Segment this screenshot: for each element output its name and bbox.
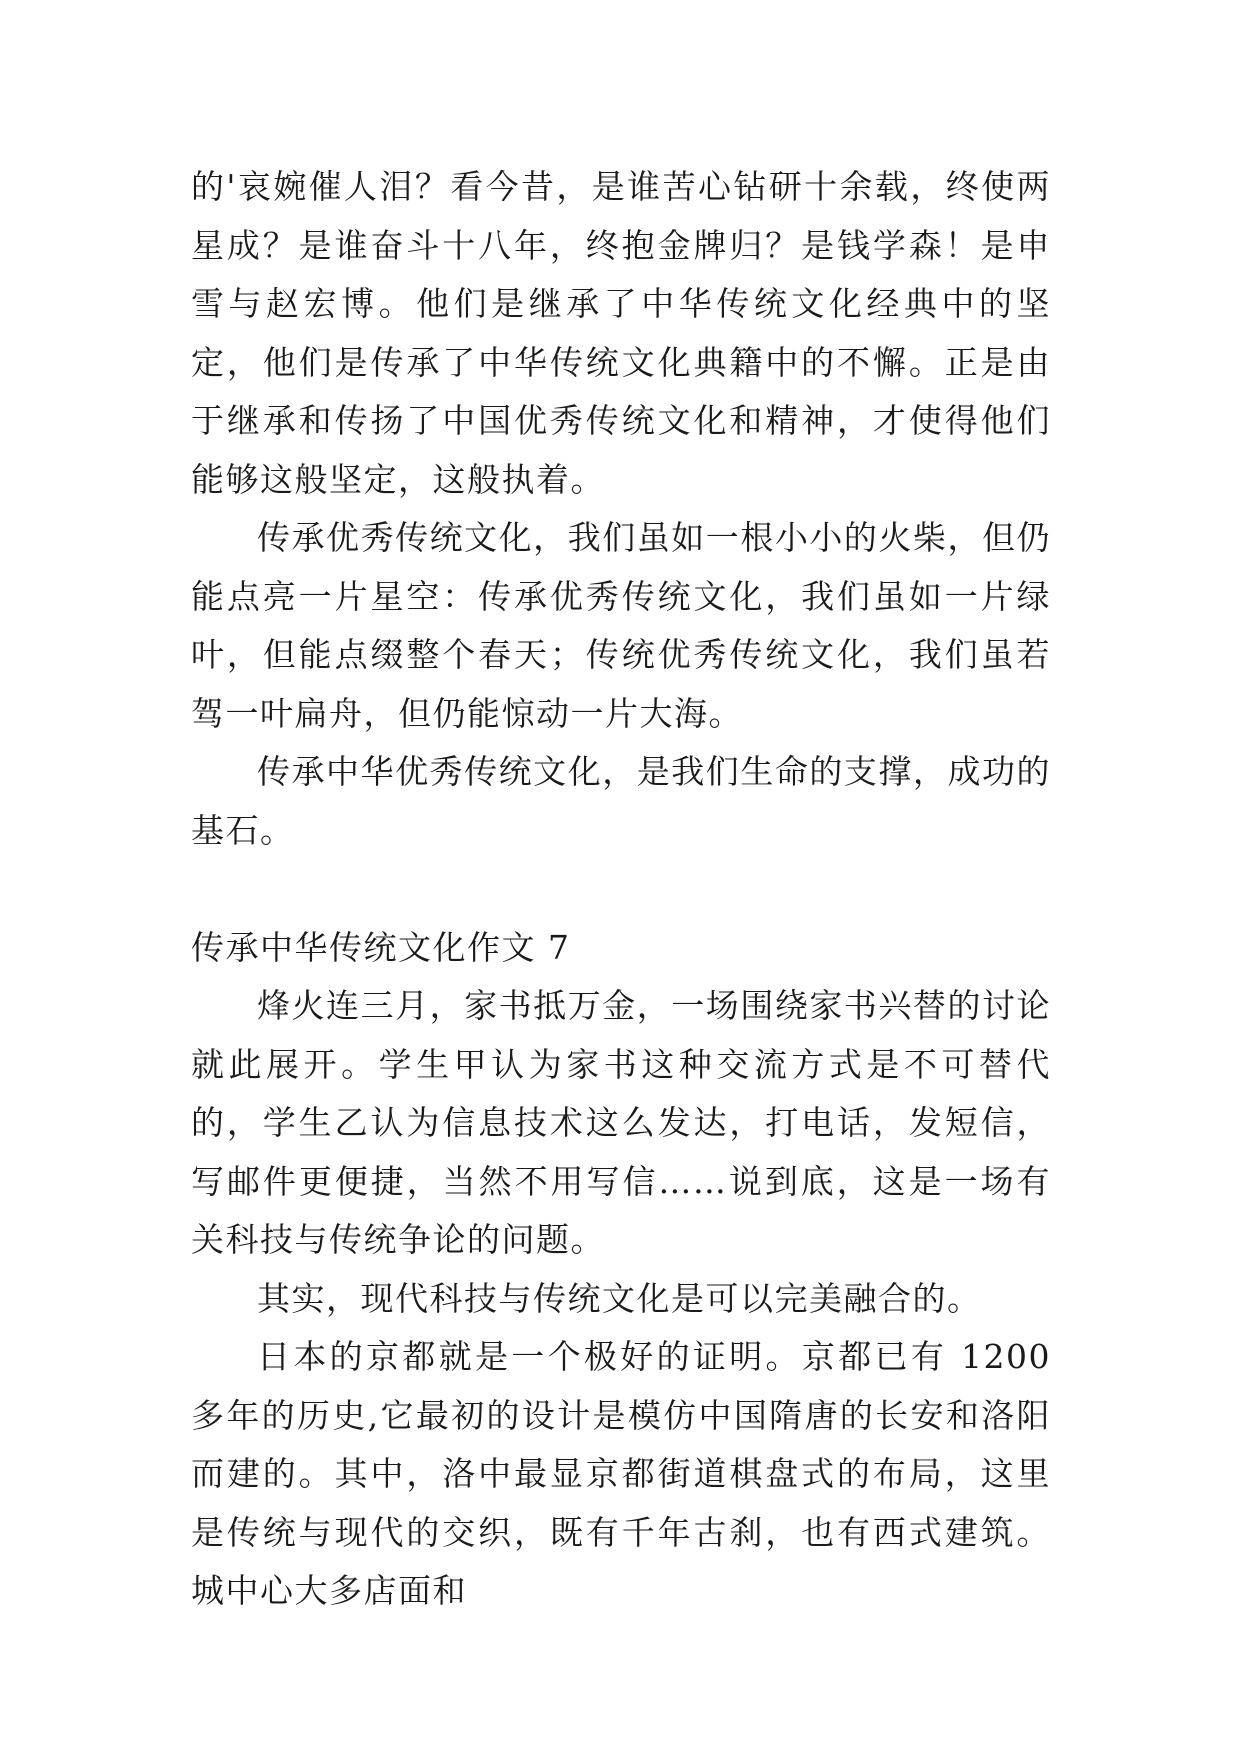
section-spacer [191, 860, 1051, 919]
document-body [191, 158, 1051, 1621]
paragraph-family-letters: 烽火连三月，家书抵万金，一场围绕家书兴替的讨论就此展开。学生甲认为家书这种交流方式是不可替代的，学生乙认为信息技术这么发达，打电话，发短信，写邮件更便捷，当然不用写信……说到底，这是一场有关科技与传统争论的问题。 [191, 986, 1051, 1259]
paragraph-fusion: 其实，现代科技与传统文化是可以完美融合的。 [257, 1278, 982, 1318]
paragraph-matchstick: 传承优秀传统文化，我们虽如一根小小的火柴，但仍能点亮一片星空：传承优秀传统文化，我们虽如一片绿叶，但能点缀整个春天；传统优秀传统文化，我们虽若驾一叶扁舟，但仍能惊动一片大海。 [191, 518, 1051, 733]
paragraph-conclusion: 传承中华优秀传统文化，是我们生命的支撑，成功的基石。 [191, 752, 1051, 850]
paragraph-continuation: 的'哀婉催人泪？看今昔，是谁苦心钻研十余载，终使两星成？是谁奋斗十八年，终抱金牌归？是钱学森！是申雪与赵宏博。他们是继承了中华传统文化经典中的坚定，他们是传承了中华传统文化典籍中的不懈。正是由于继承和传扬了中国优秀传统文化和精神，才使得他们能够这般坚定，这般执着。 [191, 167, 1051, 499]
section-title: 传承中华传统文化作文 7 [191, 927, 571, 967]
paragraph-kyoto: 日本的京都就是一个极好的证明。京都已有 1200 多年的历史,它最初的设计是模仿中国隋唐的长安和洛阳而建的。其中，洛中最显京都街道棋盘式的布局，这里是传统与现代的交织，既有千年古刹，也有西式建筑。城中心大多店面和 [191, 1337, 1051, 1610]
